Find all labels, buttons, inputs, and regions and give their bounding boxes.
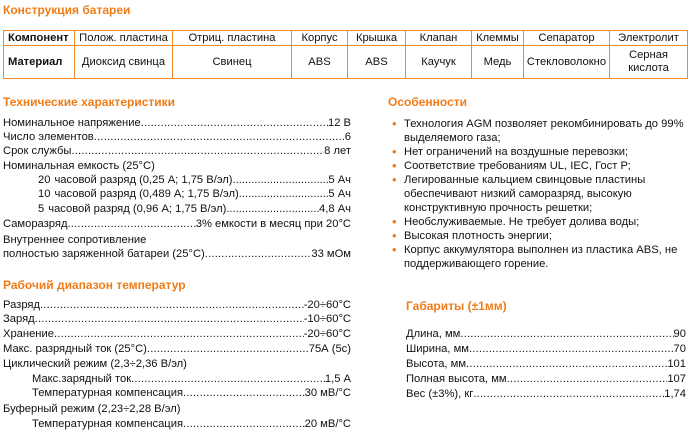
battery-construction-table	[3, 30, 688, 79]
spec-service-life	[3, 144, 351, 158]
spec-label: Номинальное напряжение	[3, 117, 141, 129]
spec-self-discharge	[3, 217, 351, 231]
list-item: • Технология AGM позволяет рекомбинировать до 99% выделяемого газа;	[390, 117, 686, 145]
table-cell: Свинец	[173, 46, 292, 79]
table-cell: ABS	[348, 46, 406, 79]
spec-label: Вес (±3%), кг	[406, 388, 474, 400]
spec-label: полностью заряженной батареи (25°С)	[3, 248, 205, 260]
capacity-label: часовой разряд (0,25 А; 1,75 В/эл)	[54, 174, 233, 186]
spec-value: 101	[667, 358, 686, 370]
capacity-label: часовой разряд (0,489 А; 1,75 В/эл)	[54, 188, 239, 200]
dimensions-title: Габариты (±1мм)	[406, 299, 507, 313]
table-cell: Медь	[472, 46, 524, 79]
spec-cell-count	[3, 130, 351, 144]
capacity-hours: 20	[38, 174, 51, 186]
spec-value: 90	[673, 328, 686, 340]
capacity-value: 5 Ач	[328, 188, 351, 200]
battery-construction-title: Конструкция батареи	[3, 3, 131, 17]
spec-value: 1,74	[664, 388, 686, 400]
list-item: • Нет ограничений на воздушные перевозки;	[390, 145, 686, 159]
spec-value: 12 В	[327, 117, 351, 129]
capacity-row	[38, 173, 351, 187]
spec-value: 75А (5с)	[308, 343, 351, 355]
spec-label: Число элементов	[3, 131, 94, 143]
table-cell: Клеммы	[472, 31, 524, 46]
spec-label: Заряд	[3, 313, 35, 325]
spec-label: Ширина, мм	[406, 343, 469, 355]
spec-label: Полная высота, мм	[406, 373, 507, 385]
spec-value: 70	[673, 343, 686, 355]
spec-value: 33 мОм	[311, 248, 351, 260]
spec-label: Хранение	[3, 328, 54, 340]
table-cell: Серная кислота	[610, 46, 688, 79]
temp-range-title: Рабочий диапазон температур	[3, 278, 186, 292]
spec-max-charge-current	[32, 372, 351, 386]
table-cell: Корпус	[292, 31, 348, 46]
features-list	[390, 117, 686, 271]
spec-value: 30 мВ/°С	[304, 387, 351, 399]
list-item: • Корпус аккумулятора выполнен из пластика ABS, не поддерживающего горение.	[390, 243, 686, 271]
spec-weight	[406, 387, 686, 401]
capacity-hours: 10	[38, 188, 51, 200]
spec-label: Срок службы	[3, 145, 72, 157]
table-cell: Отриц. пластина	[173, 31, 292, 46]
spec-label: Температурная компенсация	[32, 387, 184, 399]
spec-value: 3% емкости в месяц при 20°С	[195, 218, 351, 230]
table-row-header: Материал	[4, 46, 75, 79]
table-cell: Стекловолокно	[524, 46, 610, 79]
spec-temp-compensation-buffer	[32, 417, 351, 431]
spec-value: 1,5 А	[324, 373, 351, 385]
list-item: • Необслуживаемые. Не требует долива воды;	[390, 215, 686, 229]
buffer-mode-title: Буферный режим (2,23÷2,28 В/эл)	[3, 403, 181, 415]
capacity-value: 5 Ач	[328, 174, 351, 186]
table-cell: Электролит	[610, 31, 688, 46]
spec-full-height	[406, 372, 686, 386]
spec-value: 20 мВ/°С	[304, 418, 351, 430]
spec-value: -10÷60°С	[303, 313, 351, 325]
tech-specs-title: Технические характеристики	[3, 95, 176, 109]
spec-label: Высота, мм	[406, 358, 467, 370]
spec-label: Разряд	[3, 299, 40, 311]
table-row	[4, 46, 688, 79]
list-item: • Легированные кальцием свинцовые пластины обеспечивают низкий саморазряд, высокую конструктивную прочность решетки;	[390, 173, 686, 215]
resistance-title: Внутреннее сопротивление	[3, 234, 147, 246]
spec-width	[406, 342, 686, 356]
spec-storage-temp	[3, 327, 351, 341]
spec-height	[406, 357, 686, 371]
capacity-title: Номинальная емкость (25°С)	[3, 160, 155, 172]
features-title: Особенности	[388, 95, 468, 109]
list-item: • Высокая плотность энергии;	[390, 229, 686, 243]
capacity-hours: 5	[38, 203, 45, 215]
spec-value: 6	[344, 131, 351, 143]
spec-temp-compensation-cyclic	[32, 386, 351, 400]
spec-label: Длина, мм	[406, 328, 461, 340]
spec-label: Макс. разрядный ток (25°С)	[3, 343, 147, 355]
capacity-row	[38, 202, 351, 216]
spec-charge-temp	[3, 312, 351, 326]
capacity-row	[38, 187, 351, 201]
spec-label: Температурная компенсация	[32, 418, 184, 430]
spec-label: Саморазряд	[3, 218, 68, 230]
spec-length	[406, 327, 686, 341]
table-cell: Полож. пластина	[75, 31, 173, 46]
table-cell: Каучук	[406, 46, 472, 79]
list-item: • Соответствие требованиям UL, IEC, Гост Р;	[390, 159, 686, 173]
table-cell: Крышка	[348, 31, 406, 46]
spec-value: -20÷60°С	[303, 328, 351, 340]
table-cell: Сепаратор	[524, 31, 610, 46]
spec-label: Макс.зарядный ток	[32, 373, 132, 385]
capacity-value: 4,8 Ач	[319, 203, 351, 215]
spec-value: -20÷60°С	[303, 299, 351, 311]
spec-value: 107	[667, 373, 686, 385]
table-cell: ABS	[292, 46, 348, 79]
table-row	[4, 31, 688, 46]
cyclic-mode-title: Циклический режим (2,3÷2,36 В/эл)	[3, 358, 187, 370]
spec-max-discharge-current	[3, 342, 351, 356]
table-cell: Диоксид свинца	[75, 46, 173, 79]
table-cell: Клапан	[406, 31, 472, 46]
spec-nominal-voltage	[3, 116, 351, 130]
spec-value: 8 лет	[324, 145, 351, 157]
spec-discharge-temp	[3, 298, 351, 312]
table-row-header: Компонент	[4, 31, 75, 46]
capacity-label: часовой разряд (0,96 А; 1,75 В/эл)	[48, 203, 227, 215]
spec-internal-resistance	[3, 247, 351, 261]
